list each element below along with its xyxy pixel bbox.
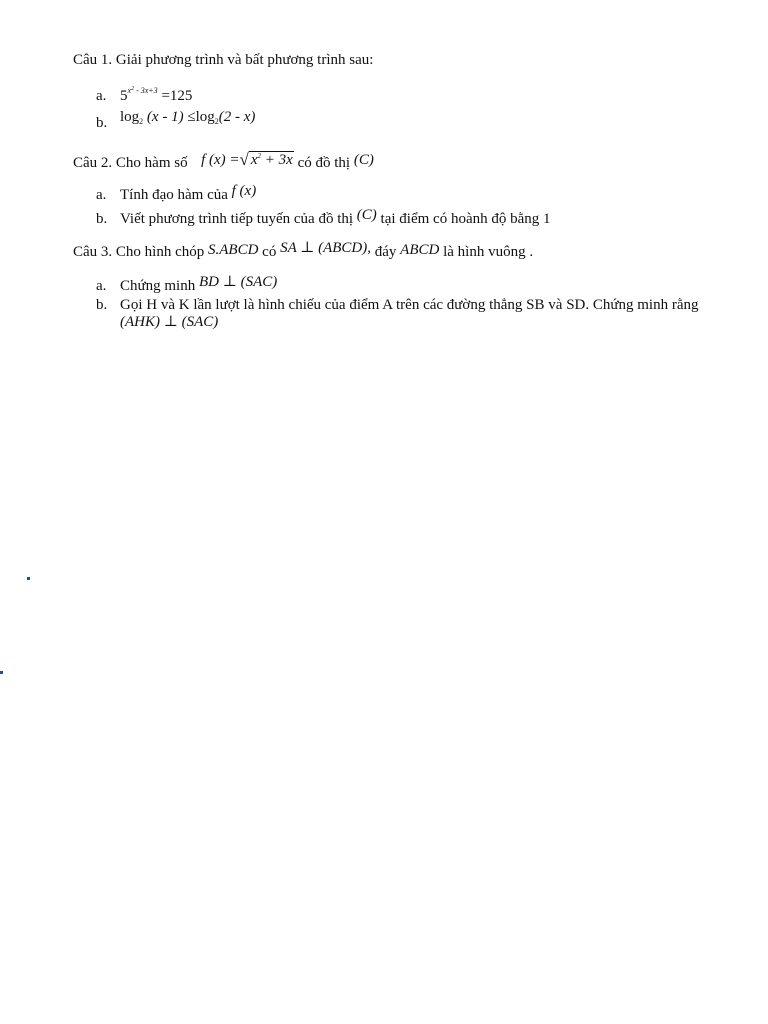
inequality-1b: $\log_2 (x - 1) \le\log_2(2 - x)$ <box>120 109 256 126</box>
question-3-part-b-expression: (AHK) ⊥ (SAC) <box>120 314 219 330</box>
question-3-heading: Câu 3. Cho hình chóp S.ABCD có SA ⊥ (ABCD), đáy ABCD là hình vuông . <box>73 240 534 260</box>
question-2-heading: Câu 2. Cho hàm số f (x) =√ $x^2 + 3x$ có đồ thị (C) <box>73 150 374 171</box>
perpendicular-condition: SA ⊥ (ABCD), <box>280 240 371 256</box>
margin-marker <box>0 671 3 674</box>
question-1-heading: Câu 1. Giải phương trình và bất phương trình sau: <box>73 52 374 68</box>
equation-1a: $5^{x^2 - 3x+3} =125$ <box>120 86 193 104</box>
square-root-expression: $x^2 + 3x$ <box>250 152 293 168</box>
margin-marker <box>27 577 30 580</box>
function-definition: f (x) = <box>201 152 240 168</box>
